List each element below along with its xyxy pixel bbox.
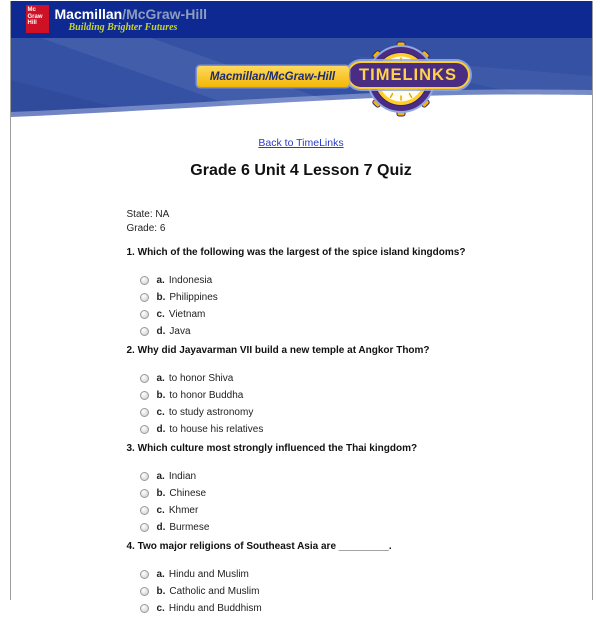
timelinks-logo bbox=[197, 38, 487, 130]
answer-option[interactable] bbox=[127, 468, 592, 485]
question-block bbox=[127, 344, 592, 438]
option-text: Indian bbox=[168, 471, 197, 482]
answer-option[interactable] bbox=[127, 485, 592, 502]
imprint-label: Macmillan/McGraw-Hill bbox=[209, 70, 336, 83]
state-label: State: NA bbox=[126, 209, 170, 220]
radio-button[interactable] bbox=[140, 604, 149, 613]
brand-wordmark bbox=[55, 6, 208, 22]
option-letter: d. bbox=[156, 326, 166, 337]
logo-line: Hill bbox=[27, 20, 37, 26]
question-text bbox=[127, 442, 592, 455]
radio-button[interactable] bbox=[140, 408, 149, 417]
radio-button[interactable] bbox=[140, 293, 149, 302]
option-letter: c. bbox=[156, 407, 165, 418]
question-title: Why did Jayavarman VII build a new temple at Angkor Thom? bbox=[137, 345, 430, 356]
answer-option[interactable] bbox=[127, 583, 592, 600]
option-letter: c. bbox=[156, 505, 165, 516]
question-list bbox=[127, 246, 592, 617]
answer-option[interactable] bbox=[127, 502, 592, 519]
question-text bbox=[127, 246, 592, 259]
option-text: to honor Shiva bbox=[168, 373, 234, 384]
grade-label: Grade: 6 bbox=[126, 223, 166, 234]
top-brand-bar bbox=[11, 1, 592, 38]
option-text: Chinese bbox=[169, 488, 207, 499]
option-text: Khmer bbox=[168, 505, 199, 516]
quiz-meta bbox=[127, 208, 592, 236]
option-letter: a. bbox=[156, 569, 165, 580]
option-letter: c. bbox=[156, 309, 165, 320]
answer-option[interactable] bbox=[127, 387, 592, 404]
option-letter: d. bbox=[156, 522, 166, 533]
answer-option[interactable] bbox=[127, 566, 592, 583]
option-text: Catholic and Muslim bbox=[169, 586, 260, 597]
question-text bbox=[127, 540, 592, 553]
option-text: Philippines bbox=[169, 292, 218, 303]
question-title: Which of the following was the largest of the spice island kingdoms? bbox=[137, 247, 466, 258]
option-text: Hindu and Buddhism bbox=[168, 603, 262, 614]
option-text: to house his relatives bbox=[169, 424, 264, 435]
question-number: 3. bbox=[126, 443, 135, 454]
option-letter: c. bbox=[156, 603, 165, 614]
radio-button[interactable] bbox=[140, 570, 149, 579]
timelinks-badge bbox=[347, 61, 470, 89]
radio-button[interactable] bbox=[140, 489, 149, 498]
banner bbox=[11, 38, 592, 130]
question-number: 2. bbox=[126, 345, 135, 356]
option-text: Burmese bbox=[169, 522, 210, 533]
answer-option[interactable] bbox=[127, 421, 592, 438]
option-letter: b. bbox=[156, 488, 166, 499]
answer-option[interactable] bbox=[127, 370, 592, 387]
radio-button[interactable] bbox=[140, 587, 149, 596]
question-block bbox=[127, 442, 592, 536]
timelinks-product-name: TIMELINKS bbox=[359, 65, 457, 84]
page-container bbox=[10, 1, 593, 614]
content-area bbox=[11, 137, 592, 617]
brand-secondary-text: /McGraw-Hill bbox=[122, 6, 207, 22]
radio-button[interactable] bbox=[140, 276, 149, 285]
radio-button[interactable] bbox=[140, 374, 149, 383]
radio-button[interactable] bbox=[140, 327, 149, 336]
answer-option[interactable] bbox=[127, 272, 592, 289]
option-text: to study astronomy bbox=[168, 407, 254, 418]
option-text: Vietnam bbox=[168, 309, 206, 320]
brand-tagline: Building Brighter Futures bbox=[68, 22, 178, 33]
question-title: Which culture most strongly influenced the Thai kingdom? bbox=[137, 443, 418, 454]
question-block bbox=[127, 246, 592, 340]
question-number: 4. bbox=[126, 541, 135, 552]
option-letter: d. bbox=[156, 424, 166, 435]
question-title: Two major religions of Southeast Asia are _________. bbox=[137, 541, 392, 552]
back-to-timelinks-link[interactable]: Back to TimeLinks bbox=[258, 137, 344, 149]
radio-button[interactable] bbox=[140, 472, 149, 481]
quiz-body bbox=[127, 208, 592, 617]
option-letter: a. bbox=[156, 275, 165, 286]
option-letter: a. bbox=[156, 471, 165, 482]
option-letter: b. bbox=[156, 292, 166, 303]
radio-button[interactable] bbox=[140, 523, 149, 532]
radio-button[interactable] bbox=[140, 506, 149, 515]
option-text: Java bbox=[169, 326, 191, 337]
question-block bbox=[127, 540, 592, 617]
logo-line: Mc bbox=[27, 7, 36, 13]
logo-line: Graw bbox=[27, 13, 43, 20]
question-text bbox=[127, 344, 592, 357]
option-text: Hindu and Muslim bbox=[168, 569, 249, 580]
brand-primary-text: Macmillan bbox=[54, 6, 123, 22]
option-letter: b. bbox=[156, 586, 166, 597]
answer-option[interactable] bbox=[127, 306, 592, 323]
radio-button[interactable] bbox=[140, 310, 149, 319]
page-title: Grade 6 Unit 4 Lesson 7 Quiz bbox=[190, 162, 412, 179]
radio-button[interactable] bbox=[140, 391, 149, 400]
option-text: to honor Buddha bbox=[169, 390, 244, 401]
option-text: Indonesia bbox=[168, 275, 213, 286]
answer-option[interactable] bbox=[127, 600, 592, 617]
mcgraw-hill-logo bbox=[26, 5, 49, 33]
option-letter: a. bbox=[156, 373, 165, 384]
radio-button[interactable] bbox=[140, 425, 149, 434]
imprint-plate bbox=[197, 66, 349, 87]
answer-option[interactable] bbox=[127, 289, 592, 306]
answer-option[interactable] bbox=[127, 519, 592, 536]
answer-option[interactable] bbox=[127, 323, 592, 340]
answer-option[interactable] bbox=[127, 404, 592, 421]
question-number: 1. bbox=[126, 247, 135, 258]
back-link-row bbox=[11, 137, 592, 149]
option-letter: b. bbox=[156, 390, 166, 401]
